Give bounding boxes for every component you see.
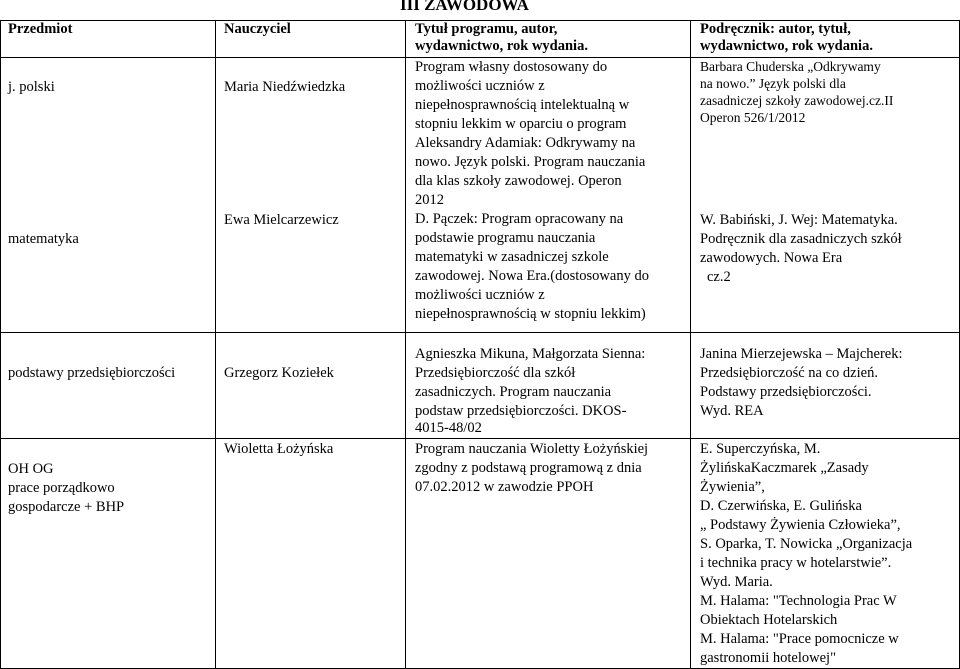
- header-przedmiot: Przedmiot: [8, 21, 73, 37]
- header-podrecznik-line-1: Podręcznik: autor, tytuł,: [700, 21, 851, 37]
- program-line: Agnieszka Mikuna, Małgorzata Sienna:: [415, 346, 646, 362]
- teacher-cell: Ewa Mielcarzewicz: [224, 212, 339, 228]
- textbook-line: Operon 526/1/2012: [700, 110, 806, 125]
- subject-cell: j. polski: [8, 79, 55, 95]
- textbook-line: na nowo.” Język polski dla: [700, 76, 846, 91]
- program-line: Przedsiębiorczość dla szkół: [415, 365, 576, 381]
- program-line: nowo. Język polski. Program nauczania: [415, 154, 646, 170]
- textbook-line: S. Oparka, T. Nowicka „Organizacja: [700, 536, 913, 552]
- textbook-line: M. Halama: "Technologia Prac W: [700, 593, 897, 609]
- teacher-cell: Maria Niedźwiedzka: [224, 79, 346, 95]
- program-line: Aleksandry Adamiak: Odkrywamy na: [415, 135, 636, 151]
- program-line: zasadniczych. Program nauczania: [415, 384, 612, 400]
- program-line: zgodny z podstawą programową z dnia: [415, 460, 642, 476]
- program-line: 4015-48/02: [415, 420, 482, 436]
- program-line: D. Pączek: Program opracowany na: [415, 211, 624, 227]
- section-title: III ZAWODOWA: [400, 0, 529, 14]
- textbook-line: Wyd. REA: [700, 403, 764, 419]
- textbook-line: cz.2: [707, 269, 731, 285]
- textbook-line: i technika pracy w hotelarstwie”.: [700, 555, 892, 571]
- textbook-line: Żywienia”,: [700, 479, 765, 495]
- program-line: możliwości uczniów z: [415, 78, 545, 94]
- textbook-line: zawodowych. Nowa Era: [700, 250, 843, 266]
- teacher-cell: Wioletta Łożyńska: [224, 441, 334, 457]
- program-line: podstawie programu nauczania: [415, 230, 596, 246]
- textbook-line: Janina Mierzejewska – Majcherek:: [700, 346, 903, 362]
- subject-line: OH OG: [8, 461, 54, 477]
- textbook-line: Podręcznik dla zasadniczych szkół: [700, 231, 902, 247]
- teacher-cell: Grzegorz Koziełek: [224, 365, 334, 381]
- header-nauczyciel: Nauczyciel: [224, 21, 291, 37]
- program-line: zawodowej. Nowa Era.(dostosowany do: [415, 268, 649, 284]
- textbook-line: ŻylińskaKaczmarek „Zasady: [700, 460, 869, 476]
- program-line: matematyki w zasadniczej szkole: [415, 249, 609, 265]
- program-line: Program własny dostosowany do: [415, 59, 608, 75]
- textbook-line: zasadniczej szkoły zawodowej.cz.II: [700, 93, 894, 108]
- textbook-line: Podstawy przedsiębiorczości.: [700, 384, 872, 400]
- subject-cell: matematyka: [8, 231, 79, 247]
- program-line: 07.02.2012 w zawodzie PPOH: [415, 479, 594, 495]
- textbook-line: Przedsiębiorczość na co dzień.: [700, 365, 878, 381]
- textbook-line: „ Podstawy Żywienia Człowieka”,: [700, 517, 901, 533]
- program-line: dla klas szkoły zawodowej. Operon: [415, 173, 622, 189]
- program-line: możliwości uczniów z: [415, 287, 545, 303]
- subject-cell: podstawy przedsiębiorczości: [8, 365, 176, 381]
- textbook-line: W. Babiński, J. Wej: Matematyka.: [700, 212, 898, 228]
- subject-line: prace porządkowo: [8, 480, 115, 496]
- subject-line: gospodarcze + BHP: [8, 499, 125, 515]
- textbook-line: M. Halama: "Prace pomocnicze w: [700, 631, 899, 647]
- program-line: 2012: [415, 192, 444, 208]
- textbook-line: Wyd. Maria.: [700, 574, 773, 590]
- textbook-line: Obiektach Hotelarskich: [700, 612, 838, 628]
- program-line: stopniu lekkim w oparciu o program: [415, 116, 627, 132]
- textbook-line: E. Superczyńska, M.: [700, 441, 821, 457]
- textbook-line: D. Czerwińska, E. Gulińska: [700, 498, 862, 514]
- program-line: podstaw przedsiębiorczości. DKOS-: [415, 403, 627, 419]
- header-program-line-1: Tytuł programu, autor,: [415, 21, 558, 37]
- program-line: Program nauczania Wioletty Łożyńskiej: [415, 441, 649, 457]
- header-program-line-2: wydawnictwo, rok wydania.: [415, 38, 588, 54]
- program-line: niepełnosprawnością w stopniu lekkim): [415, 306, 646, 322]
- header-podrecznik-line-2: wydawnictwo, rok wydania.: [700, 38, 873, 54]
- textbook-line: gastronomii hotelowej": [700, 650, 836, 666]
- program-line: niepełnosprawnością intelektualną w: [415, 97, 630, 113]
- textbook-line: Barbara Chuderska „Odkrywamy: [700, 59, 881, 74]
